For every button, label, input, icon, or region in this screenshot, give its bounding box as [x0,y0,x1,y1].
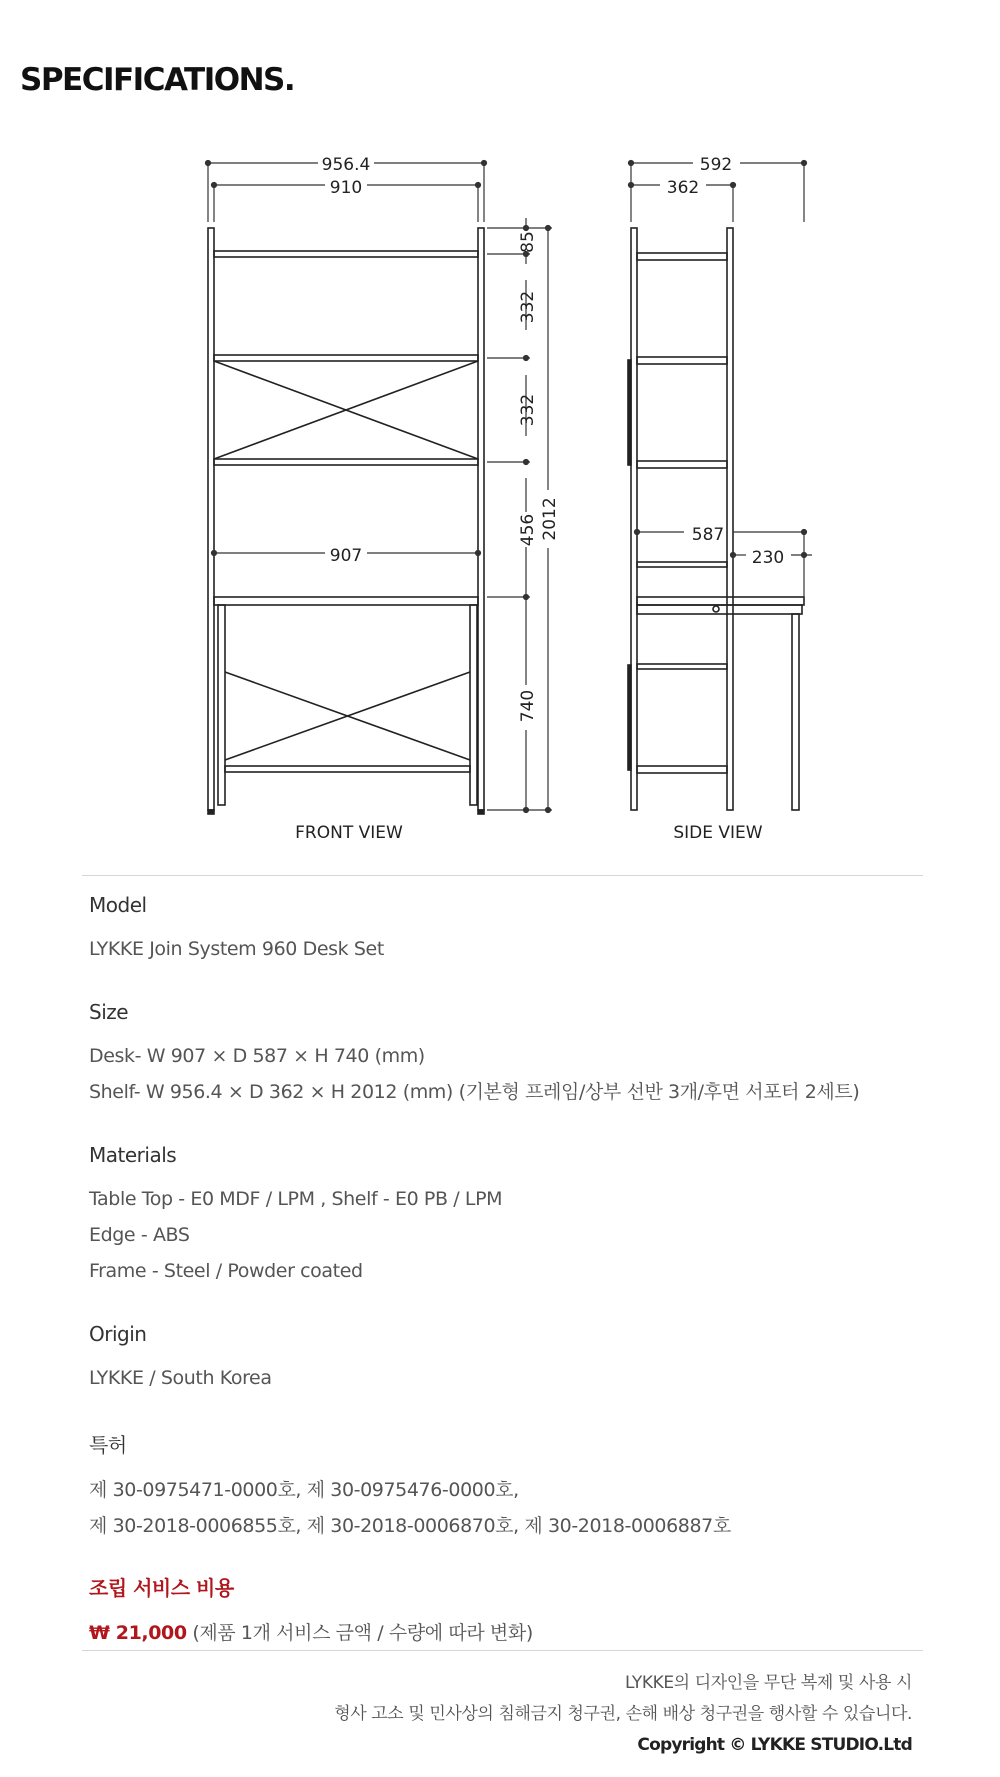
size-desk-line: Desk- W 907 × D 587 × H 740 (mm) [89,1045,425,1067]
front-height-85-label: 85 [518,231,538,253]
front-view-label: FRONT VIEW [295,823,403,843]
front-width-outer-label: 956.4 [321,155,371,175]
size-label: Size [89,1000,129,1024]
front-height-740-label: 740 [518,689,538,723]
side-depth-outer-label: 592 [699,155,733,175]
page-title: SPECIFICATIONS. [20,62,295,98]
assembly-label: 조립 서비스 비용 [89,1576,234,1600]
footer-line-1: LYKKE의 디자인을 무단 복제 및 사용 시 [625,1673,912,1693]
front-total-height-label: 2012 [540,497,560,541]
origin-label: Origin [89,1322,147,1346]
assembly-line [89,1615,533,1651]
patent-line-2: 제 30-2018-0006855호, 제 30-2018-0006870호, 제 30-2018-0006887호 [89,1515,731,1537]
side-view-label: SIDE VIEW [673,823,763,843]
origin-line: LYKKE / South Korea [89,1367,272,1389]
footer-notice [334,1668,912,1761]
patent-section [89,1429,731,1544]
materials-frame-line: Frame - Steel / Powder coated [89,1260,363,1282]
copyright: Copyright © LYKKE STUDIO.Ltd [637,1735,912,1755]
assembly-price: ₩ 21,000 [89,1622,187,1644]
side-offset-label: 230 [751,548,785,568]
dimension-drawing [0,140,1000,860]
side-desk-depth-label: 587 [691,525,725,545]
side-depth-inner-label: 362 [666,178,700,198]
size-section [89,1000,859,1110]
materials-table-top-line: Table Top - E0 MDF / LPM , Shelf - E0 PB / LPM [89,1188,503,1210]
bottom-divider [82,1650,923,1651]
size-shelf-line: Shelf- W 956.4 × D 362 × H 2012 (mm) (기본형 프레임/상부 선반 3개/후면 서포터 2세트) [89,1081,860,1103]
side-view-frame [628,228,804,810]
materials-edge-line: Edge - ABS [89,1224,190,1246]
top-divider [82,875,923,876]
materials-section [89,1143,502,1289]
model-line: LYKKE Join System 960 Desk Set [89,938,384,960]
front-width-dimensions [206,161,487,556]
assembly-note: (제품 1개 서비스 금액 / 수량에 따라 변화) [186,1622,533,1644]
front-view-frame [208,228,484,814]
origin-section [89,1322,272,1396]
front-height-456-label: 456 [518,513,538,547]
model-section [89,893,384,967]
patent-line-1: 제 30-0975471-0000호, 제 30-0975476-0000호, [89,1479,519,1501]
materials-label: Materials [89,1143,177,1167]
front-width-inner-label: 910 [329,178,363,198]
model-label: Model [89,893,147,917]
front-height-332b-label: 332 [518,393,538,427]
front-desk-width-label: 907 [329,546,363,566]
footer-line-2: 형사 고소 및 민사상의 침해금지 청구권, 손해 배상 청구권을 행사할 수 있습니다. [334,1704,912,1724]
assembly-section [89,1572,533,1651]
patent-label: 특허 [89,1433,127,1457]
front-height-332a-label: 332 [518,290,538,324]
